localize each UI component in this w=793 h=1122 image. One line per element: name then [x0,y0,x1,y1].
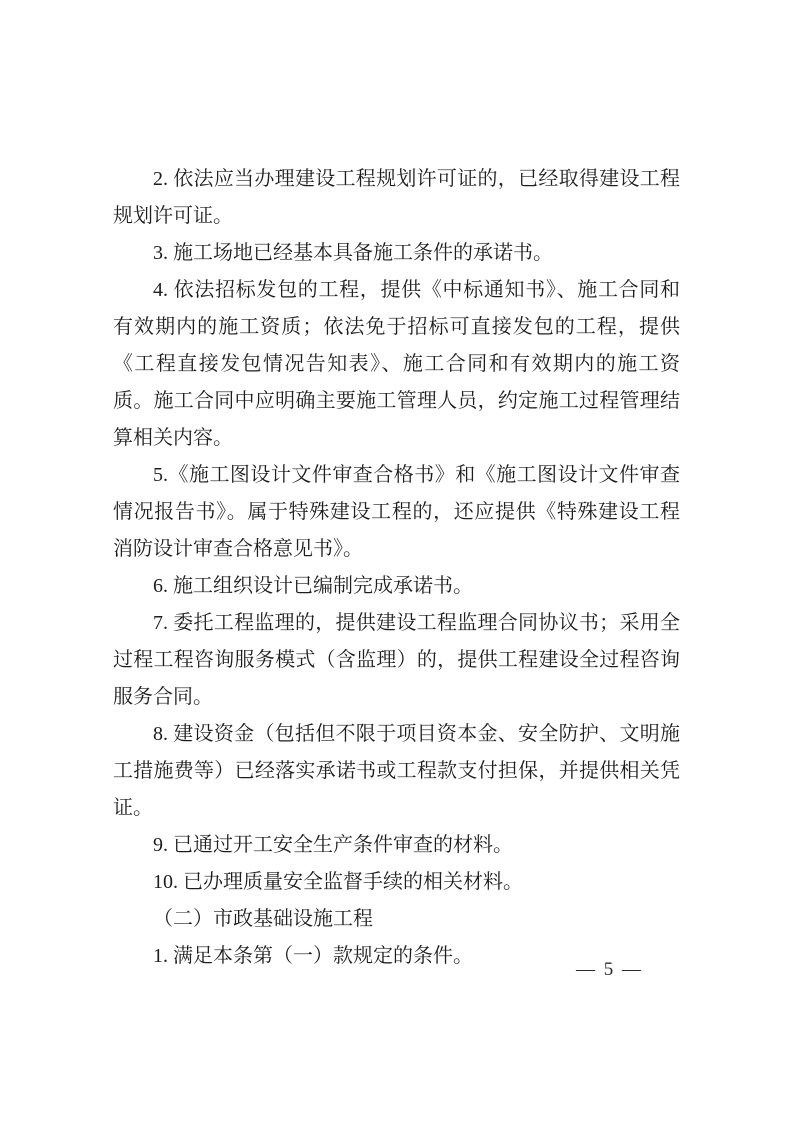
paragraph: 9. 已通过开工安全生产条件审查的材料。 [153,834,513,856]
paragraph: 10. 已办理质量安全监督手续的相关材料。 [153,871,523,893]
paragraph: 7. 委托工程监理的，提供建设工程监理合同协议书；采用全过程工程咨询服务模式（含监理）的，提供工程建设全过程咨询服务合同。 [113,612,680,708]
paragraph: 1. 满足本条第（一）款规定的条件。 [153,945,473,967]
document-body [113,161,680,975]
paragraph: 6. 施工组织设计已编制完成承诺书。 [153,575,473,597]
paragraph: 2. 依法应当办理建设工程规划许可证的，已经取得建设工程规划许可证。 [113,168,680,227]
paragraph: 5.《施工图设计文件审查合格书》和《施工图设计文件审查情况报告书》。属于特殊建设工程的，还应提供《特殊建设工程消防设计审查合格意见书》。 [113,464,680,560]
page-number: — 5 — [576,959,643,980]
section-heading: （二）市政基础设施工程 [153,908,373,930]
paragraph: 4. 依法招标发包的工程，提供《中标通知书》、施工合同和有效期内的施工资质；依法免于招标可直接发包的工程，提供《工程直接发包情况告知表》、施工合同和有效期内的施工资质。施工合同中应明确主要施工管理人员，约定施工过程管理结算相关内容。 [113,279,680,449]
paragraph: 3. 施工场地已经基本具备施工条件的承诺书。 [153,242,553,264]
paragraph: 8. 建设资金（包括但不限于项目资本金、安全防护、文明施工措施费等）已经落实承诺书或工程款支付担保，并提供相关凭证。 [113,723,680,819]
